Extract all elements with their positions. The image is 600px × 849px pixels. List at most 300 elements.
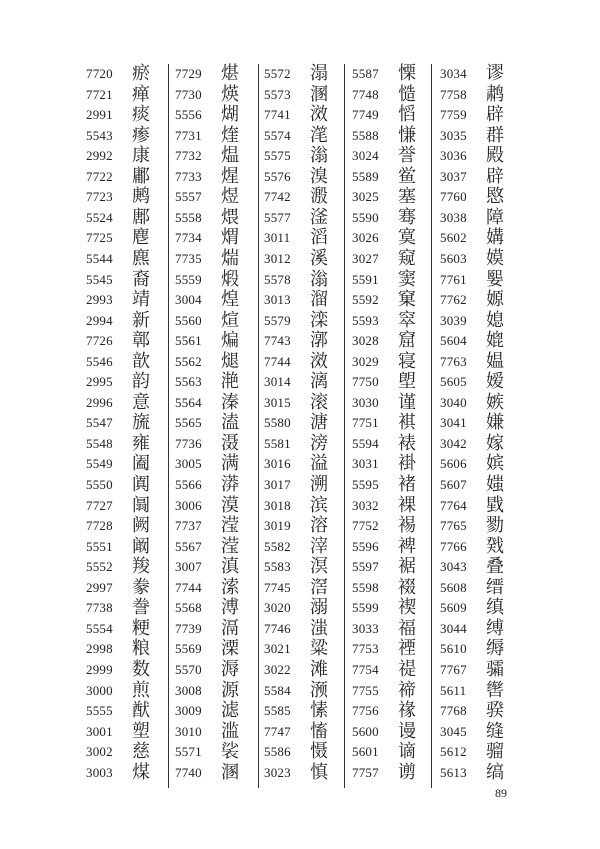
entry-character: 鄘: [132, 165, 150, 187]
entry-number: 7750: [352, 374, 379, 390]
entry-character: 满: [221, 453, 239, 475]
entry-number: 7760: [440, 189, 467, 205]
entry-character: 靖: [132, 289, 150, 311]
entry-number: 7739: [175, 620, 202, 636]
entry-number: 7745: [264, 579, 291, 595]
entry-number: 7762: [440, 292, 467, 308]
entry-number: 7735: [175, 250, 202, 266]
entry-character: 煃: [221, 124, 239, 146]
entry-number: 5548: [86, 435, 113, 451]
entry-character: 戣: [486, 535, 504, 557]
entry-number: 5571: [175, 744, 202, 760]
entry-number: 3023: [264, 764, 291, 780]
index-entry: [264, 761, 328, 785]
entry-character: 骙: [486, 700, 504, 722]
entry-number: 5584: [264, 682, 291, 698]
entry-character: 禋: [398, 638, 416, 660]
entry-number: 7740: [175, 764, 202, 780]
entry-number: 5580: [264, 415, 291, 431]
entry-character: 鹔: [486, 83, 504, 105]
entry-character: 数: [132, 658, 150, 680]
entry-number: 5572: [264, 66, 291, 81]
entry-number: 3033: [352, 620, 379, 636]
entry-character: 溵: [310, 186, 328, 208]
entry-number: 7726: [86, 333, 113, 349]
entry-number: 3017: [264, 477, 291, 492]
entry-number: 5591: [352, 271, 379, 287]
entry-number: 5577: [264, 209, 291, 225]
entry-number: 5563: [175, 374, 202, 390]
entry-character: 禔: [398, 658, 416, 680]
entry-number: 7733: [175, 168, 202, 184]
entry-character: 滥: [221, 720, 239, 742]
entry-number: 3015: [264, 394, 291, 410]
entry-number: 5560: [175, 312, 202, 328]
entry-character: 煴: [221, 145, 239, 167]
entry-number: 7748: [352, 86, 379, 102]
entry-character: 溶: [310, 515, 328, 537]
entry-character: 滚: [310, 391, 328, 413]
entry-number: 3034: [440, 66, 467, 81]
entry-number: 7767: [440, 661, 467, 677]
entry-number: 5586: [264, 744, 291, 760]
entry-number: 5590: [352, 209, 379, 225]
entry-number: 3040: [440, 394, 467, 410]
entry-number: 3001: [86, 723, 113, 739]
entry-number: 5587: [352, 66, 379, 81]
entry-number: 7736: [175, 435, 202, 451]
entry-number: 5593: [352, 312, 379, 328]
entry-number: 7728: [86, 518, 113, 534]
entry-character: 嫄: [486, 289, 504, 311]
column-divider: [168, 64, 169, 788]
entry-number: 7722: [86, 168, 113, 184]
entry-character: 漷: [310, 330, 328, 352]
entry-character: 滇: [221, 556, 239, 578]
entry-character: 滦: [310, 309, 328, 331]
entry-number: 5549: [86, 456, 113, 472]
entry-number: 3025: [352, 189, 379, 205]
entry-number: 5555: [86, 703, 113, 719]
entry-number: 3035: [440, 127, 467, 143]
index-entry: [352, 761, 416, 785]
entry-character: 媪: [486, 350, 504, 372]
entry-number: 3032: [352, 497, 379, 513]
entry-character: 媲: [486, 330, 504, 352]
entry-number: 3029: [352, 353, 379, 369]
entry-character: 瘀: [132, 63, 150, 84]
entry-number: 5602: [440, 230, 467, 246]
entry-character: 溥: [221, 597, 239, 619]
entry-number: 5567: [175, 538, 202, 554]
entry-number: 7720: [86, 66, 113, 81]
entry-character: 骞: [398, 206, 416, 228]
entry-number: 5552: [86, 559, 113, 575]
entry-character: 谩: [398, 720, 416, 742]
entry-number: 5562: [175, 353, 202, 369]
entry-character: 嫁: [486, 432, 504, 454]
entry-character: 慉: [310, 720, 328, 742]
entry-character: 辟: [486, 104, 504, 126]
entry-character: 煁: [221, 63, 239, 84]
entry-number: 3005: [175, 456, 202, 472]
entry-number: 5594: [352, 435, 379, 451]
entry-character: 裨: [398, 535, 416, 557]
column-divider: [431, 64, 432, 788]
entry-character: 裾: [398, 556, 416, 578]
entry-number: 5588: [352, 127, 379, 143]
entry-character: 溹: [221, 576, 239, 598]
entry-number: 5585: [264, 703, 291, 719]
entry-character: 慈: [132, 741, 150, 763]
entry-number: 7756: [352, 703, 379, 719]
entry-number: 5550: [86, 477, 113, 492]
entry-character: 骦: [486, 658, 504, 680]
entry-character: 缟: [486, 761, 504, 783]
entry-character: 溜: [310, 289, 328, 311]
entry-character: 鄌: [132, 206, 150, 228]
entry-number: 5605: [440, 374, 467, 390]
character-index-grid: [86, 62, 516, 784]
entry-number: 5554: [86, 620, 113, 636]
entry-number: 5611: [440, 682, 467, 698]
entry-character: 溴: [310, 165, 328, 187]
entry-character: 新: [132, 309, 150, 331]
entry-number: 3044: [440, 620, 467, 636]
entry-character: 煊: [221, 309, 239, 331]
entry-character: 源: [221, 679, 239, 701]
entry-character: 阘: [132, 494, 150, 516]
entry-number: 2997: [86, 579, 113, 595]
entry-number: 5569: [175, 641, 202, 657]
entry-number: 2994: [86, 312, 113, 328]
entry-character: 禊: [398, 597, 416, 619]
entry-number: 5604: [440, 333, 467, 349]
entry-character: 媸: [486, 474, 504, 495]
entry-character: 骝: [486, 741, 504, 763]
entry-character: 窦: [398, 268, 416, 290]
entry-number: 5564: [175, 394, 202, 410]
entry-number: 5551: [86, 538, 113, 554]
entry-character: 漠: [221, 494, 239, 516]
entry-character: 瘆: [132, 124, 150, 146]
entry-character: 漓: [310, 371, 328, 393]
entry-number: 5603: [440, 250, 467, 266]
entry-character: 溯: [310, 474, 328, 495]
entry-number: 5547: [86, 415, 113, 431]
entry-character: 麀: [132, 227, 150, 249]
entry-number: 3036: [440, 148, 467, 164]
entry-character: 愍: [486, 186, 504, 208]
entry-character: 裔: [132, 268, 150, 290]
entry-character: 溷: [221, 761, 239, 783]
entry-number: 7731: [175, 127, 202, 143]
entry-number: 5601: [352, 744, 379, 760]
entry-character: 缚: [486, 617, 504, 639]
entry-number: 3009: [175, 703, 202, 719]
entry-character: 溷: [310, 83, 328, 105]
entry-number: 7737: [175, 518, 202, 534]
entry-character: 谨: [398, 391, 416, 413]
entry-character: 嫒: [486, 371, 504, 393]
entry-character: 禒: [398, 700, 416, 722]
entry-character: 溢: [310, 453, 328, 475]
entry-number: 7747: [264, 723, 291, 739]
entry-character: 缙: [486, 576, 504, 598]
entry-number: 5566: [175, 477, 202, 492]
entry-number: 7725: [86, 230, 113, 246]
entry-character: 滔: [310, 227, 328, 249]
entry-number: 7743: [264, 333, 291, 349]
entry-character: 慑: [310, 741, 328, 763]
entry-number: 5582: [264, 538, 291, 554]
entry-character: 雍: [132, 432, 150, 454]
entry-number: 3020: [264, 600, 291, 616]
entry-character: 粱: [310, 638, 328, 660]
entry-number: 7753: [352, 641, 379, 657]
entry-number: 3024: [352, 148, 379, 164]
entry-number: 3014: [264, 374, 291, 390]
column-divider: [258, 64, 259, 788]
entry-character: 慥: [398, 83, 416, 105]
entry-character: 愫: [310, 700, 328, 722]
entry-character: 鲎: [398, 165, 416, 187]
entry-number: 5559: [175, 271, 202, 287]
entry-number: 5598: [352, 579, 379, 595]
entry-character: 滢: [221, 535, 239, 557]
entry-character: 煤: [132, 761, 150, 783]
entry-character: 滧: [310, 350, 328, 372]
entry-character: 煐: [221, 83, 239, 105]
entry-number: 7744: [175, 579, 202, 595]
entry-character: 褚: [398, 474, 416, 495]
entry-number: 5597: [352, 559, 379, 575]
entry-number: 5612: [440, 744, 467, 760]
index-entry: [440, 761, 504, 785]
entry-character: 缜: [486, 597, 504, 619]
entry-number: 3007: [175, 559, 202, 575]
entry-number: 3043: [440, 559, 467, 575]
entry-number: 3002: [86, 744, 113, 760]
entry-number: 3027: [352, 250, 379, 266]
entry-character: 鹒: [132, 186, 150, 208]
entry-character: 寝: [398, 350, 416, 372]
entry-number: 5600: [352, 723, 379, 739]
entry-character: 煸: [221, 330, 239, 352]
entry-number: 5558: [175, 209, 202, 225]
entry-number: 7765: [440, 518, 467, 534]
entry-character: 裟: [221, 741, 239, 763]
entry-character: 粳: [132, 617, 150, 639]
entry-character: 嫌: [486, 412, 504, 434]
entry-number: 2992: [86, 148, 113, 164]
entry-character: 滠: [221, 432, 239, 454]
entry-number: 5579: [264, 312, 291, 328]
entry-number: 7723: [86, 189, 113, 205]
entry-character: 辟: [486, 165, 504, 187]
entry-character: 裼: [398, 515, 416, 537]
entry-number: 7727: [86, 497, 113, 513]
entry-character: 滩: [310, 658, 328, 680]
entry-character: 溺: [310, 597, 328, 619]
entry-character: 滟: [221, 371, 239, 393]
entry-character: 戥: [486, 494, 504, 516]
entry-character: 溪: [310, 247, 328, 269]
entry-character: 慆: [398, 104, 416, 126]
entry-number: 7730: [175, 86, 202, 102]
entry-character: 褀: [398, 412, 416, 434]
entry-character: 殿: [486, 145, 504, 167]
entry-number: 5581: [264, 435, 291, 451]
entry-character: 韵: [132, 371, 150, 393]
entry-number: 3013: [264, 292, 291, 308]
entry-character: 煨: [221, 206, 239, 228]
entry-character: 媐: [486, 268, 504, 290]
entry-number: 5543: [86, 127, 113, 143]
entry-character: 滓: [310, 535, 328, 557]
entry-character: 豢: [132, 576, 150, 598]
entry-character: 滧: [310, 104, 328, 126]
entry-number: 7757: [352, 764, 379, 780]
entry-number: 7754: [352, 661, 379, 677]
entry-character: 溘: [221, 412, 239, 434]
entry-character: 羧: [132, 556, 150, 578]
entry-number: 7763: [440, 353, 467, 369]
entry-character: 煎: [132, 679, 150, 701]
entry-number: 7734: [175, 230, 202, 246]
entry-character: 滪: [310, 679, 328, 701]
entry-number: 7751: [352, 415, 379, 431]
entry-character: 滤: [221, 700, 239, 722]
entry-number: 3038: [440, 209, 467, 225]
entry-character: 谫: [398, 761, 416, 783]
entry-number: 2996: [86, 394, 113, 410]
entry-number: 5544: [86, 250, 113, 266]
entry-character: 谬: [486, 63, 504, 84]
entry-character: 瘅: [132, 83, 150, 105]
entry-character: 意: [132, 391, 150, 413]
entry-number: 7738: [86, 600, 113, 616]
entry-character: 缛: [486, 638, 504, 660]
entry-character: 猷: [132, 700, 150, 722]
entry-character: 窟: [398, 330, 416, 352]
entry-number: 5524: [86, 209, 113, 225]
entry-number: 5578: [264, 271, 291, 287]
entry-character: 滏: [310, 206, 328, 228]
entry-number: 5583: [264, 559, 291, 575]
entry-character: 窥: [398, 247, 416, 269]
entry-character: 煺: [221, 350, 239, 372]
entry-character: 褂: [398, 453, 416, 475]
entry-character: 溏: [310, 412, 328, 434]
entry-character: 慄: [398, 63, 416, 84]
entry-character: 辔: [486, 679, 504, 701]
entry-number: 7746: [264, 620, 291, 636]
index-entry: [86, 761, 150, 785]
entry-number: 5592: [352, 292, 379, 308]
entry-character: 溻: [310, 63, 328, 84]
entry-number: 3010: [175, 723, 202, 739]
entry-character: 滍: [310, 617, 328, 639]
entry-character: 塑: [132, 720, 150, 742]
entry-character: 煅: [221, 268, 239, 290]
entry-character: 禘: [398, 679, 416, 701]
entry-number: 2999: [86, 661, 113, 677]
entry-character: 裱: [398, 432, 416, 454]
entry-character: 旒: [132, 412, 150, 434]
entry-character: 滘: [310, 576, 328, 598]
entry-number: 3003: [86, 764, 113, 780]
entry-character: 煜: [221, 186, 239, 208]
entry-number: 2993: [86, 292, 113, 308]
entry-number: 5565: [175, 415, 202, 431]
entry-character: 阖: [132, 453, 150, 475]
entry-character: 溱: [221, 391, 239, 413]
entry-character: 滃: [310, 145, 328, 167]
entry-number: 3018: [264, 497, 291, 513]
entry-number: 7749: [352, 107, 379, 123]
entry-number: 5608: [440, 579, 467, 595]
entry-character: 谪: [398, 741, 416, 763]
entry-number: 5607: [440, 477, 467, 492]
entry-number: 2991: [86, 107, 113, 123]
entry-number: 3006: [175, 497, 202, 513]
entry-number: 7732: [175, 148, 202, 164]
entry-number: 3019: [264, 518, 291, 534]
entry-number: 2995: [86, 374, 113, 390]
entry-character: 煳: [221, 104, 239, 126]
entry-number: 2998: [86, 641, 113, 657]
entry-character: 煌: [221, 289, 239, 311]
entry-number: 5570: [175, 661, 202, 677]
entry-character: 滨: [310, 494, 328, 516]
entry-character: 滢: [221, 515, 239, 537]
entry-character: 塞: [398, 186, 416, 208]
entry-number: 3031: [352, 456, 379, 472]
entry-number: 3000: [86, 682, 113, 698]
entry-number: 5613: [440, 764, 467, 780]
entry-character: 嫉: [486, 391, 504, 413]
entry-character: 嫔: [486, 453, 504, 475]
entry-number: 3021: [264, 641, 291, 657]
entry-character: 溧: [221, 638, 239, 660]
entry-character: 滗: [310, 124, 328, 146]
entry-character: 窠: [398, 289, 416, 311]
entry-character: 勠: [486, 515, 504, 537]
entry-number: 7744: [264, 353, 291, 369]
entry-number: 7741: [264, 107, 291, 123]
entry-character: 叠: [486, 556, 504, 578]
page-number: 89: [495, 786, 507, 800]
entry-number: 5556: [175, 107, 202, 123]
entry-character: 鄣: [132, 330, 150, 352]
entry-character: 慊: [398, 124, 416, 146]
entry-character: 媾: [486, 227, 504, 249]
entry-number: 3011: [264, 230, 291, 246]
entry-number: 3030: [352, 394, 379, 410]
entry-number: 5561: [175, 333, 202, 349]
entry-number: 5599: [352, 600, 379, 616]
entry-number: 5589: [352, 168, 379, 184]
entry-number: 3012: [264, 250, 291, 266]
entry-number: 7761: [440, 271, 467, 287]
entry-number: 3042: [440, 435, 467, 451]
entry-number: 7758: [440, 86, 467, 102]
entry-character: 煓: [221, 247, 239, 269]
entry-character: 缝: [486, 720, 504, 742]
entry-number: 5573: [264, 86, 291, 102]
entry-number: 5596: [352, 538, 379, 554]
